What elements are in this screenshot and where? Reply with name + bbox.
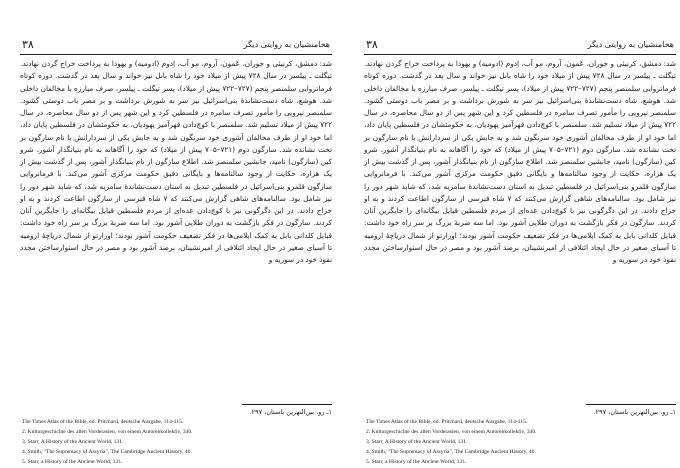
running-title: هخامنشیان به روایتی دیگر xyxy=(587,40,674,49)
footnote-persian: ۱ـ رو، بین‌النهرین باستان، ۲۹۷. xyxy=(249,408,332,416)
page-number: ۳۸ xyxy=(366,38,378,51)
footnote-line: The Times Atlas of the Bible, ed. Pritchard, deutsche Ausgabe, 114-115. xyxy=(366,419,528,425)
footnotes-english xyxy=(366,417,537,467)
body-text xyxy=(364,58,676,266)
running-title: هخامنشیان به روایتی دیگر xyxy=(243,40,330,49)
body-text xyxy=(20,58,332,266)
page-header xyxy=(20,36,332,55)
left-page xyxy=(20,36,333,465)
footnote-line: 2. Kulturgeschichte des alten Vorderasien, von einem Autorenkollektiv, 340. xyxy=(366,429,537,435)
footnote-line: 4. Smith, "The Supremacy of Assyria", The Cambridge Ancient History, 46. xyxy=(366,449,536,455)
body-paragraph: شد: دمشق، کرنیئی و حوران، عَمون، آروم، مو آب، اِدوم (ادومیه) و یهودا به پرداخت خراج گردن نهادند. تیگلت ـ پیلسر در سال ۷۲۸ پیش از میلاد خود را شاه بابل نیز خواند و سال بعد در گذشت. دوره کوتاه فرمانروایی سلمنصر پنجم (۷۲۷–۷۲۲ پیش از میلاد)، پسر تیگلت ـ پیلسر، صرف مبارزه با مخالفان داخلی شد. هوشع، شاه دست‌نشاندهٔ بنی‌اسرائیل نیز سر به شورش برداشت و بر مصر باب دوستی گشود. سلمنصر نیرویی را مأمور تصرف سامره در فلسطین کرد و این شهر پس از دو سال محاصره، در سال ۷۲۲ پیش از میلاد تسلیم شد. سلمنصر با کوچ‌دادن قهرآمیز یهودیان، به حکومتشان در فلسطین پایان داد، اما خود او از طرف مخالفان آشوری خود سرنگون شد و به جایش یکی از سردارانش با نام سارگون بر تخت نشانده شد. سارگون دوم (۷۲۱–۷۰۵ پیش از میلاد) که خود را آگاهانه به نام بنیانگذار آشور، شرو کین (سارگون) نامید، جانشین سلمنصر شد. اطلاع سارگون از نام بنیانگذار آشور، پس از گذشت بیش از یک هزاره، حکایت از وجود سالنامه‌ها و بایگانی دقیق حکومت مرکزی آشور می‌کند. با فرمانروایی سارگون قلمرو بنی‌اسرائیل در فلسطین تبدیل به استان دست‌نشاندهٔ سامریه شد، که شاید شهر دور را نیز شامل بود. سالنامه‌های شاهی گزارش می‌کنند که ۷ شاه قبرسی از سارگون اطاعت کردند و به او خراج دادند. در این دگرگونی نیز با کوچ‌دادن عده‌ای از مردم فلسطین قبایل بیگانه‌ای را جایگزین آنان کردند. سارگون در فکر بازگشت به دوران طلایی آشور بود. اما سه ضربهٔ بزرگ بر سر راه خود داشت: قبایل کلدانی بابل به کمک ایلامی‌ها در فکر تضعیف حکومت آشور بودند؛ اورارتو از شمال دریاچهٔ ارومیه تا آسیای صغیر در حال ایجاد ائتلافی از امیرنشینان، برضد آشور بود و مصر در حال استوارساختن مجدد نفوذ خود در سوریه و xyxy=(364,59,677,264)
footnote-line: 5. Starr, a History of the Ancient World, 131. xyxy=(366,459,467,465)
body-paragraph: شد: دمشق، کرنیئی و حوران، عَمون، آروم، مو آب، اِدوم (ادومیه) و یهودا به پرداخت خراج گردن نهادند. تیگلت ـ پیلسر در سال ۷۲۸ پیش از میلاد خود را شاه بابل نیز خواند و سال بعد در گذشت. دوره کوتاه فرمانروایی سلمنصر پنجم (۷۲۷–۷۲۲ پیش از میلاد)، پسر تیگلت ـ پیلسر، صرف مبارزه با مخالفان داخلی شد. هوشع، شاه دست‌نشاندهٔ بنی‌اسرائیل نیز سر به شورش برداشت و بر مصر باب دوستی گشود. سلمنصر نیرویی را مأمور تصرف سامره در فلسطین کرد و این شهر پس از دو سال محاصره، در سال ۷۲۲ پیش از میلاد تسلیم شد. سلمنصر با کوچ‌دادن قهرآمیز یهودیان، به حکومتشان در فلسطین پایان داد، اما خود او از طرف مخالفان آشوری خود سرنگون شد و به جایش یکی از سردارانش با نام سارگون بر تخت نشانده شد. سارگون دوم (۷۲۱–۷۰۵ پیش از میلاد) که خود را آگاهانه به نام بنیانگذار آشور، شرو کین (سارگون) نامید، جانشین سلمنصر شد. اطلاع سارگون از نام بنیانگذار آشور، پس از گذشت بیش از یک هزاره، حکایت از وجود سالنامه‌ها و بایگانی دقیق حکومت مرکزی آشور می‌کند. با فرمانروایی سارگون قلمرو بنی‌اسرائیل در فلسطین تبدیل به استان دست‌نشاندهٔ سامریه شد، که شاید شهر دور را نیز شامل بود. سالنامه‌های شاهی گزارش می‌کنند که ۷ شاه قبرسی از سارگون اطاعت کردند و به او خراج دادند. در این دگرگونی نیز با کوچ‌دادن عده‌ای از مردم فلسطین قبایل بیگانه‌ای را جایگزین آنان کردند. سارگون در فکر بازگشت به دوران طلایی آشور بود. اما سه ضربهٔ بزرگ بر سر راه خود داشت: قبایل کلدانی بابل به کمک ایلامی‌ها در فکر تضعیف حکومت آشور بودند؛ اورارتو از شمال دریاچهٔ ارومیه تا آسیای صغیر در حال ایجاد ائتلافی از امیرنشینان، برضد آشور بود و مصر در حال استوارساختن مجدد نفوذ خود در سوریه و xyxy=(20,59,333,264)
footnote-line: 4. Smith, "The Supremacy of Assyria", The Cambridge Ancient History, 46. xyxy=(22,449,192,455)
footnote-persian: ۱ـ رو، بین‌النهرین باستان، ۲۹۷. xyxy=(593,408,676,416)
footnote-rule xyxy=(242,404,332,405)
footnote-line: 3. Starr, A History of the Ancient World, 131. xyxy=(366,439,468,445)
footnotes-english xyxy=(22,417,193,467)
page-header xyxy=(364,36,676,55)
footnote-line: The Times Atlas of the Bible, ed. Pritchard, deutsche Ausgabe, 114-115. xyxy=(22,419,184,425)
footnote-line: 2. Kulturgeschichte des alten Vorderasien, von einem Autorenkollektiv, 340. xyxy=(22,429,193,435)
footnote-line: 5. Starr, a History of the Ancient World, 131. xyxy=(22,459,123,465)
footnote-line: 3. Starr, A History of the Ancient World, 131. xyxy=(22,439,124,445)
page-number: ۳۸ xyxy=(22,38,34,51)
right-page xyxy=(364,36,677,465)
footnote-rule xyxy=(586,404,676,405)
